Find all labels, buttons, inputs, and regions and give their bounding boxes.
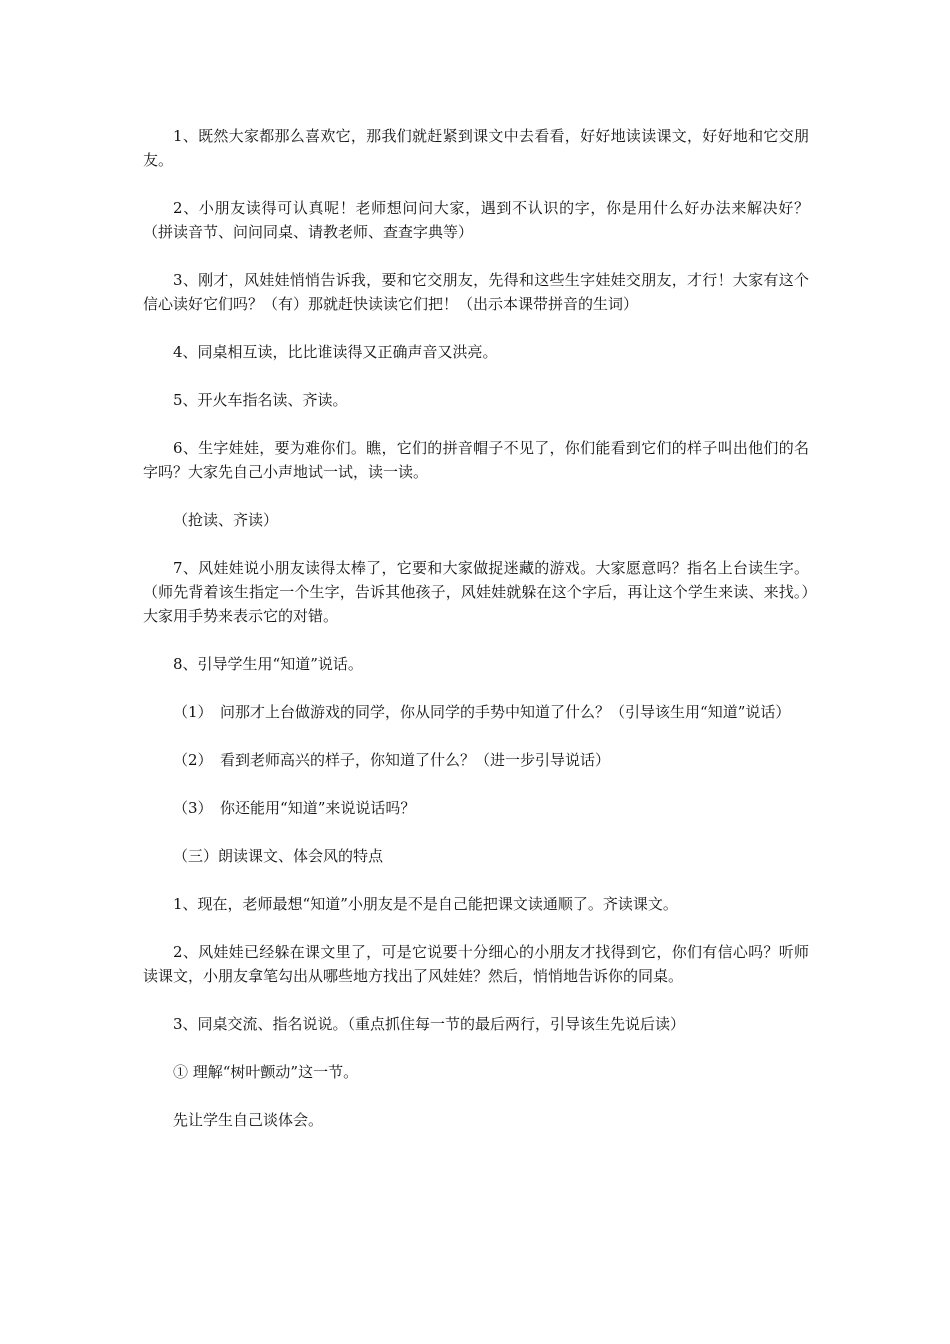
paragraph-1: 1、既然大家都那么喜欢它，那我们就赶紧到课文中去看看，好好地读读课文，好好地和它交朋友。 [143,127,809,169]
paragraph-7: （抢读、齐读） [173,511,279,529]
paragraph-16: 3、同桌交流、指名说说。（重点抓住每一节的最后两行，引导该生先说后读） [173,1015,686,1033]
paragraph-11: （2） 看到老师高兴的样子，你知道了什么？（进一步引导说话） [173,751,611,769]
document-body [143,124,809,1156]
paragraph-6: 6、生字娃娃，要为难你们。瞧，它们的拼音帽子不见了，你们能看到它们的样子叫出他们的名字吗？大家先自己小声地试一试，读一读。 [143,439,809,481]
paragraph-3: 3、刚才，风娃娃悄悄告诉我，要和它交朋友，先得和这些生字娃娃交朋友，才行！大家有这个信心读好它们吗？（有）那就赶快读读它们把！（出示本课带拼音的生词） [143,271,809,313]
paragraph-9: 8、引导学生用“知道”说话。 [173,655,363,673]
paragraph-18: 先让学生自己谈体会。 [173,1111,324,1129]
paragraph-17: ① 理解“树叶颤动”这一节。 [173,1063,359,1081]
paragraph-8: 7、风娃娃说小朋友读得太棒了，它要和大家做捉迷藏的游戏。大家愿意吗？指名上台读生字。（师先背着该生指定一个生字，告诉其他孩子，风娃娃就躲在这个字后，再让这个学生来读、来找。）大家用手势来表示它的对错。 [143,559,809,625]
section-heading: （三）朗读课文、体会风的特点 [173,847,384,865]
paragraph-14: 1、现在，老师最想“知道”小朋友是不是自己能把课文读通顺了。齐读课文。 [173,895,678,913]
paragraph-12: （3） 你还能用“知道”来说说话吗？ [173,799,416,817]
paragraph-5: 5、开火车指名读、齐读。 [173,391,348,409]
paragraph-10: （1） 问那才上台做游戏的同学，你从同学的手势中知道了什么？（引导该生用“知道”说话） [173,703,791,721]
paragraph-2: 2、小朋友读得可认真呢！老师想问问大家，遇到不认识的字，你是用什么好办法来解决好？（拼读音节、问问同桌、请教老师、查查字典等） [143,199,809,241]
paragraph-15: 2、风娃娃已经躲在课文里了，可是它说要十分细心的小朋友才找得到它，你们有信心吗？听师读课文，小朋友拿笔勾出从哪些地方找出了风娃娃？然后，悄悄地告诉你的同桌。 [143,943,809,985]
paragraph-4: 4、同桌相互读，比比谁读得又正确声音又洪亮。 [173,343,498,361]
